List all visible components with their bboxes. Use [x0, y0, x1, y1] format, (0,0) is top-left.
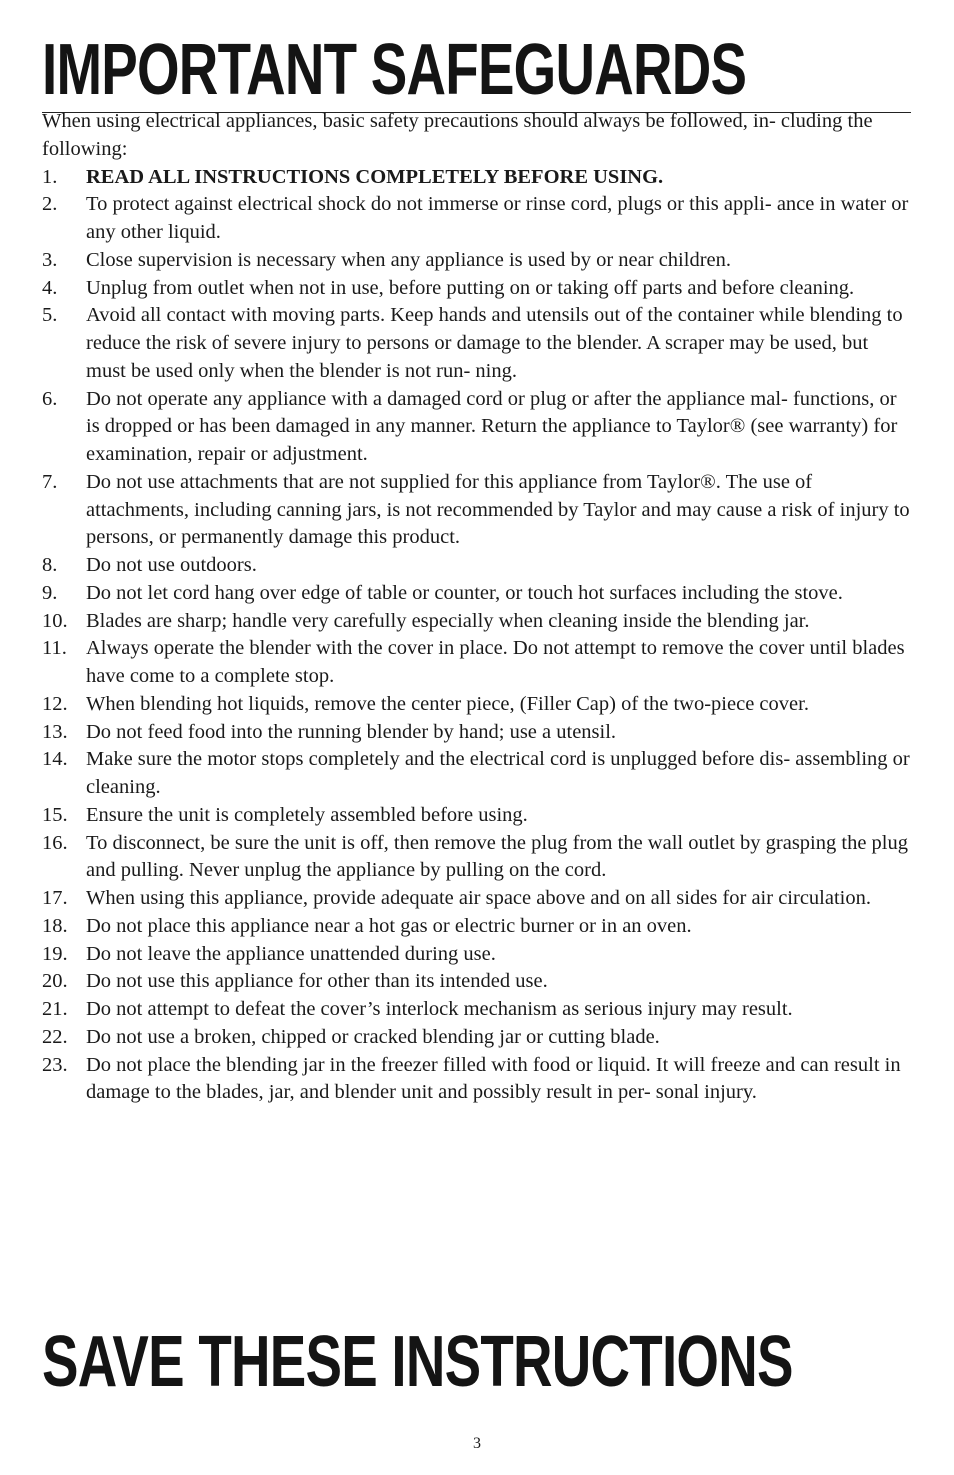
item-number: 23. [42, 1053, 68, 1076]
item-number: 10. [42, 609, 68, 632]
item-text: When blending hot liquids, remove the center piece, (Filler Cap) of the two-piece cover. [86, 692, 809, 715]
list-item [42, 191, 911, 247]
item-text: Ensure the unit is completely assembled before using. [86, 803, 528, 826]
item-text: Make sure the motor stops completely and the electrical cord is unplugged before dis- assembling or cleaning. [86, 748, 910, 798]
list-item [42, 580, 911, 608]
item-text: Do not feed food into the running blender by hand; use a utensil. [86, 720, 617, 743]
item-text: Do not attempt to defeat the cover’s interlock mechanism as serious injury may result. [86, 998, 793, 1020]
item-number: 7. [42, 470, 58, 493]
item-text: To protect against electrical shock do not immerse or rinse cord, plugs or this appli- ance in water or any other liquid. [86, 193, 909, 243]
list-item [42, 1052, 911, 1108]
list-item [42, 719, 911, 747]
list-item [42, 996, 911, 1024]
item-text: Avoid all contact with moving parts. Keep hands and utensils out of the container while blending to reduce the risk of severe injury to persons or damage to the blender. A scraper may be used, but must be used only when the blender is not run- ning. [86, 304, 903, 382]
list-item [42, 830, 911, 886]
list-item [42, 302, 911, 385]
item-text: Do not use outdoors. [86, 554, 257, 576]
safeguards-list [42, 164, 911, 1108]
list-item [42, 941, 911, 969]
item-number: 9. [42, 581, 58, 604]
item-number: 14. [42, 748, 68, 771]
item-text: Do not operate any appliance with a damaged cord or plug or after the appliance mal- functions, or is dropped or has been damaged in any manner. Return the appliance to Taylor® (see warranty) for examination, repair or adjustment. [86, 387, 898, 465]
item-text: Do not let cord hang over edge of table or counter, or touch hot surfaces including the stove. [86, 581, 843, 604]
item-text: Unplug from outlet when not in use, before putting on or taking off parts and before cleaning. [86, 276, 855, 299]
list-item [42, 746, 911, 802]
item-text: Do not place this appliance near a hot gas or electric burner or in an oven. [86, 914, 692, 937]
list-item [42, 913, 911, 941]
page-number: 3 [473, 1435, 481, 1452]
item-text: Blades are sharp; handle very carefully especially when cleaning inside the blending jar. [86, 609, 810, 632]
item-number: 5. [42, 304, 58, 327]
item-text: When using this appliance, provide adequate air space above and on all sides for air circulation. [86, 887, 871, 909]
list-item [42, 164, 911, 192]
item-number: 4. [42, 276, 58, 299]
list-item [42, 635, 911, 691]
item-number: 22. [42, 1025, 68, 1048]
item-text: Do not use attachments that are not supplied for this appliance from Taylor®. The use of attachments, including canning jars, is not recommended by Taylor and may cause a risk of injury to persons, or permanently damage this product. [86, 470, 910, 549]
list-item [42, 247, 911, 275]
item-text: Close supervision is necessary when any appliance is used by or near children. [86, 248, 731, 271]
item-number: 20. [42, 970, 68, 993]
list-item [42, 608, 911, 636]
safeguards-body [42, 108, 911, 1107]
item-number: 15. [42, 803, 68, 826]
save-instructions-title: SAVE THESE INSTRUCTIONS [42, 1322, 793, 1402]
item-number: 8. [42, 554, 58, 576]
item-text: READ ALL INSTRUCTIONS COMPLETELY BEFORE USING. [86, 165, 664, 188]
item-number: 2. [42, 193, 58, 216]
list-item [42, 691, 911, 719]
item-text: To disconnect, be sure the unit is off, then remove the plug from the wall outlet by grasping the plug and pulling. Never unplug the appliance by pulling on the cord. [86, 831, 908, 882]
list-item [42, 275, 911, 303]
item-number: 18. [42, 914, 68, 937]
item-number: 11. [42, 637, 67, 660]
item-text: Do not leave the appliance unattended during use. [86, 942, 496, 965]
item-number: 1. [42, 165, 58, 188]
item-text: Do not use a broken, chipped or cracked blending jar or cutting blade. [86, 1025, 660, 1048]
item-number: 13. [42, 720, 68, 743]
page-title: IMPORTANT SAFEGUARDS [42, 30, 747, 110]
list-item [42, 1024, 911, 1052]
list-item [42, 802, 911, 830]
item-number: 3. [42, 248, 58, 271]
item-text: Do not place the blending jar in the freezer filled with food or liquid. It will freeze and can result in damage to the blades, jar, and blender unit and possibly result in per- sonal injury. [86, 1053, 901, 1104]
item-text: Always operate the blender with the cover in place. Do not attempt to remove the cover until blades have come to a complete stop. [86, 637, 905, 687]
list-item [42, 469, 911, 552]
list-item [42, 885, 911, 913]
list-item [42, 968, 911, 996]
item-number: 21. [42, 998, 68, 1020]
item-number: 16. [42, 831, 68, 854]
item-number: 17. [42, 887, 68, 909]
item-number: 6. [42, 387, 58, 410]
item-number: 19. [42, 942, 68, 965]
item-text: Do not use this appliance for other than its intended use. [86, 970, 548, 993]
list-item [42, 552, 911, 580]
item-number: 12. [42, 692, 68, 715]
list-item [42, 386, 911, 469]
intro-paragraph: When using electrical appliances, basic safety precautions should always be followed, in- cluding the following: [42, 110, 873, 160]
